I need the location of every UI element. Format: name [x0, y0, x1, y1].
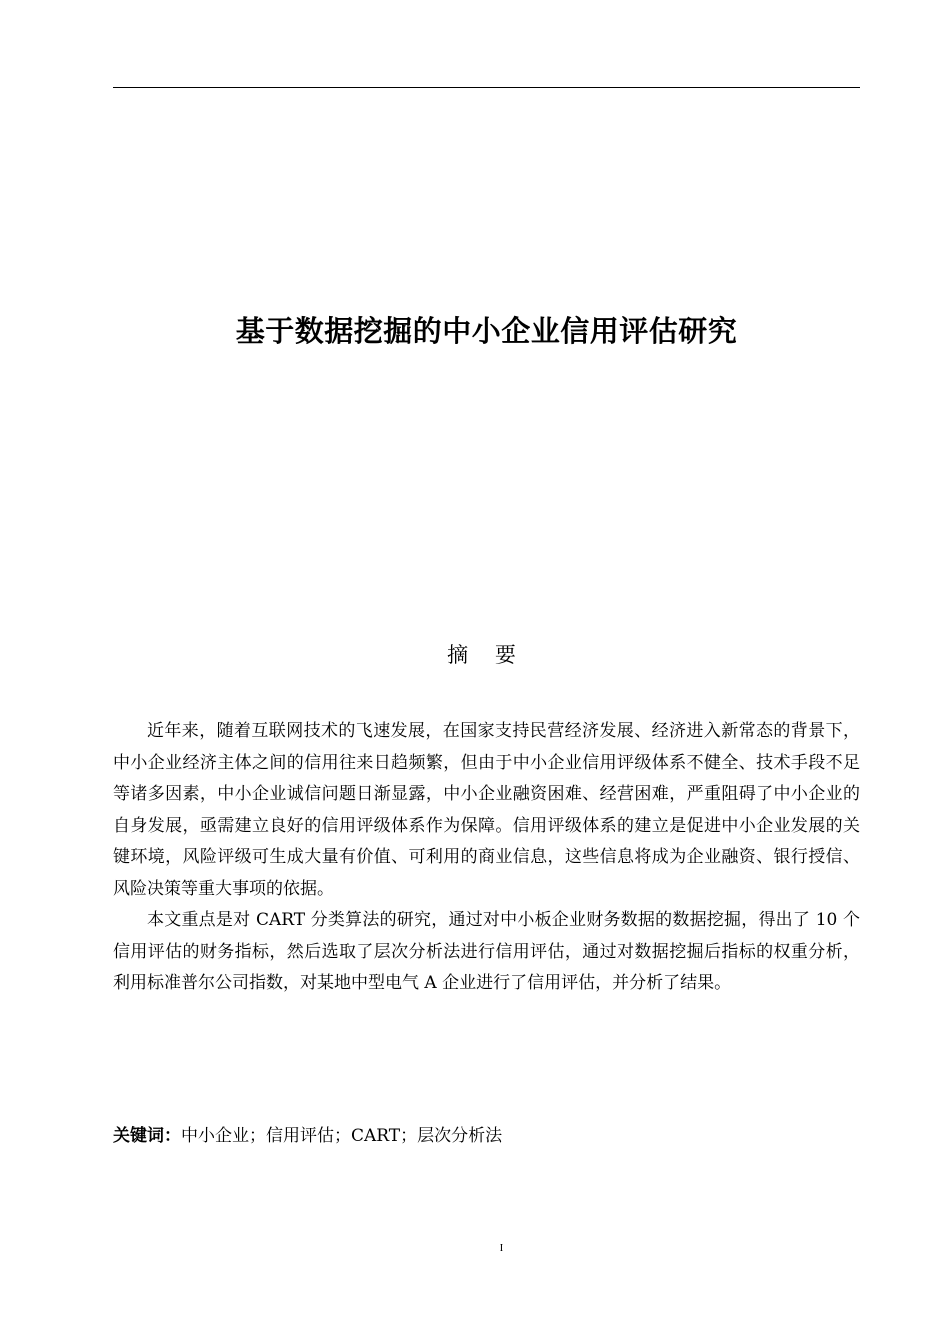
abstract-paragraph-1: 近年来，随着互联网技术的飞速发展，在国家支持民营经济发展、经济进入新常态的背景下，中小企业经济主体之间的信用往来日趋频繁，但由于中小企业信用评级体系不健全、技术手段不足等诸多因素，中小企业诚信问题日渐显露，中小企业融资困难、经营困难，严重阻碍了中小企业的自身发展，亟需建立良好的信用评级体系作为保障。信用评级体系的建立是促进中小企业发展的关键环境，风险评级可生成大量有价值、可利用的商业信息，这些信息将成为企业融资、银行授信、风险决策等重大事项的依据。 — [113, 721, 860, 899]
keywords-label: 关键词： — [113, 1126, 181, 1146]
page-number: I — [499, 1242, 504, 1254]
abstract-body — [113, 716, 860, 1000]
keywords-line — [113, 1121, 860, 1151]
header-rule — [113, 87, 860, 88]
abstract-heading: 摘 要 — [447, 643, 526, 667]
paper-title: 基于数据挖掘的中小企业信用评估研究 — [235, 314, 738, 348]
abstract-paragraph-2: 本文重点是对 CART 分类算法的研究，通过对中小板企业财务数据的数据挖掘，得出了 10 个信用评估的财务指标，然后选取了层次分析法进行信用评估，通过对数据挖掘后指标的权重分析，利用标准普尔公司指数，对某地中型电气 A 企业进行了信用评估，并分析了结果。 — [113, 910, 860, 993]
keywords-value: 中小企业；信用评估；CART；层次分析法 — [181, 1126, 503, 1146]
